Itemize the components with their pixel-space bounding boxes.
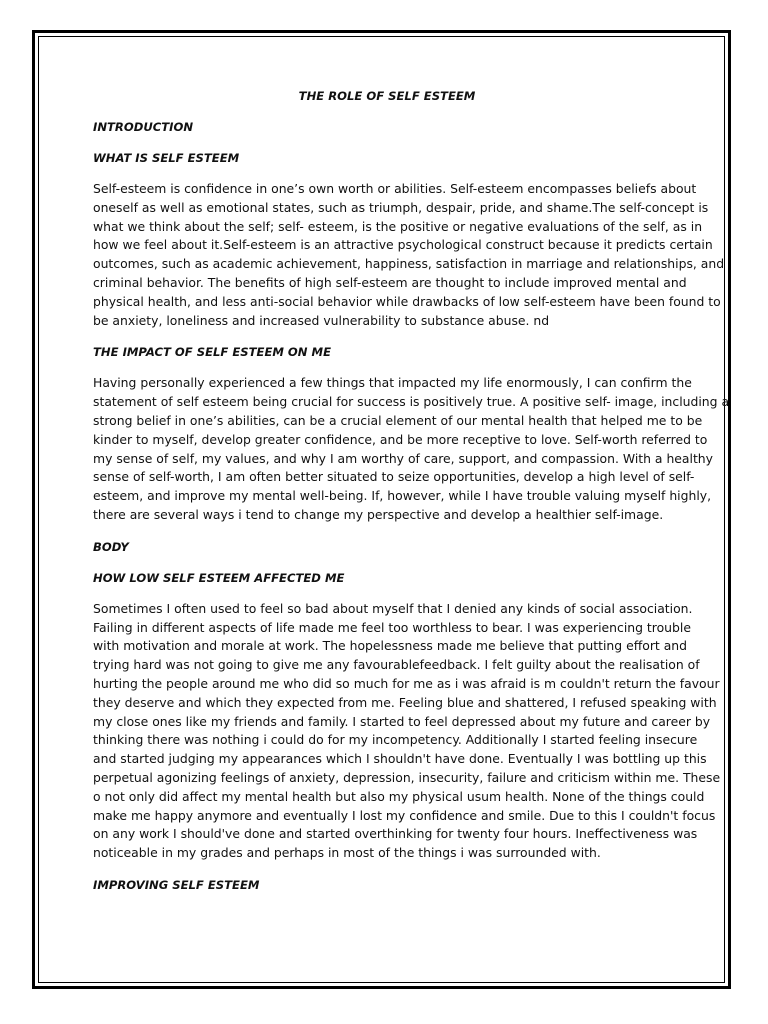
text-line: statement of self esteem being crucial for success is positively true. A positive self- image, including a <box>93 394 730 410</box>
text-line: Failing in different aspects of life made me feel too worthless to bear. I was experiencing trouble <box>93 619 691 635</box>
paragraph-impact <box>93 374 730 524</box>
text-line: how we feel about it.Self-esteem is an attractive psychological construct because it predicts certain <box>93 237 713 253</box>
document-title: THE ROLE OF SELF ESTEEM <box>298 89 476 103</box>
text-line: kinder to myself, develop greater confidence, and be more receptive to love. Self-worth referred to <box>93 431 708 447</box>
text-line: my sense of self, my values, and why I am worthy of care, support, and compassion. With a healthy <box>93 450 713 466</box>
text-line: make me happy anymore and eventually I lost my confidence and smile. Due to this I couldn't focus <box>93 807 716 823</box>
text-line: be anxiety, loneliness and increased vulnerability to substance abuse. nd <box>93 312 550 328</box>
heading-what-is-self-esteem: WHAT IS SELF ESTEEM <box>93 151 240 165</box>
text-line: hurting the people around me who did so much for me as i was afraid is m couldn't return the favour <box>93 675 720 691</box>
text-line: oneself as well as emotional states, such as triumph, despair, pride, and shame.The self-concept is <box>93 199 709 215</box>
heading-introduction: INTRODUCTION <box>93 120 194 134</box>
text-line: Having personally experienced a few things that impacted my life enormously, I can confirm the <box>93 375 692 391</box>
text-line: esteem, and improve my mental well-being. If, however, while I have trouble valuing myself highly, <box>93 488 712 504</box>
text-line: trying hard was not going to give me any favourablefeedback. I felt guilty about the realisation of <box>93 657 700 673</box>
text-line: Self-esteem is confidence in one’s own worth or abilities. Self-esteem encompasses beliefs about <box>93 181 697 196</box>
heading-low-self-esteem: HOW LOW SELF ESTEEM AFFECTED ME <box>93 570 345 585</box>
text-line: with motivation and morale at work. The hopelessness made me believe that putting effort and <box>93 638 688 654</box>
heading-improving-self-esteem: IMPROVING SELF ESTEEM <box>93 877 260 892</box>
text-line: noticeable in my grades and perhaps in most of the things i was surrounded with. <box>93 845 601 861</box>
text-line: criminal behavior. The benefits of high self-esteem are thought to include improved mental and <box>93 274 687 290</box>
text-line: o not only did affect my mental health but also my physical usum health. None of the things could <box>93 788 705 804</box>
document-body <box>93 87 730 907</box>
text-line: they deserve and which they expected from me. Feeling blue and shattered, I refused speaking with <box>93 694 717 710</box>
text-line: Sometimes I often used to feel so bad about myself that I denied any kinds of social association. <box>93 600 693 616</box>
text-line: my close ones like my friends and family. I started to feel depressed about my future and career by <box>93 713 711 729</box>
heading-body: BODY <box>93 539 129 554</box>
text-line: perpetual agonizing feelings of anxiety, depression, insecurity, failure and criticism within me. These <box>93 769 721 785</box>
heading-impact-on-me: THE IMPACT OF SELF ESTEEM ON ME <box>93 345 331 360</box>
text-line: what we think about the self; self- esteem, is the positive or negative evaluations of the self, as in <box>93 218 703 234</box>
paragraph-low-self-esteem <box>93 600 721 863</box>
text-line: thinking there was nothing i could do for my incompetency. Additionally I started feeling insecure <box>93 732 698 748</box>
text-line: physical health, and less anti-social behavior while drawbacks of low self-esteem have been found to <box>93 293 721 309</box>
text-line: there are several ways i tend to change my perspective and develop a healthier self-image. <box>93 506 664 522</box>
text-line: on any work I should've done and started overthinking for twenty four hours. Ineffectiveness was <box>93 826 698 842</box>
text-line: sense of self-worth, I am often better situated to seize opportunities, develop a high level of self- <box>93 469 695 485</box>
paragraph-definition <box>93 180 725 330</box>
text-line: and started judging my appearances which I shouldn't have done. Eventually I was bottling up this <box>93 751 707 767</box>
text-line: outcomes, such as academic achievement, happiness, satisfaction in marriage and relationships, and <box>93 256 725 272</box>
text-line: strong belief in one’s abilities, can be a crucial element of our mental health that helped me to be <box>93 412 703 428</box>
